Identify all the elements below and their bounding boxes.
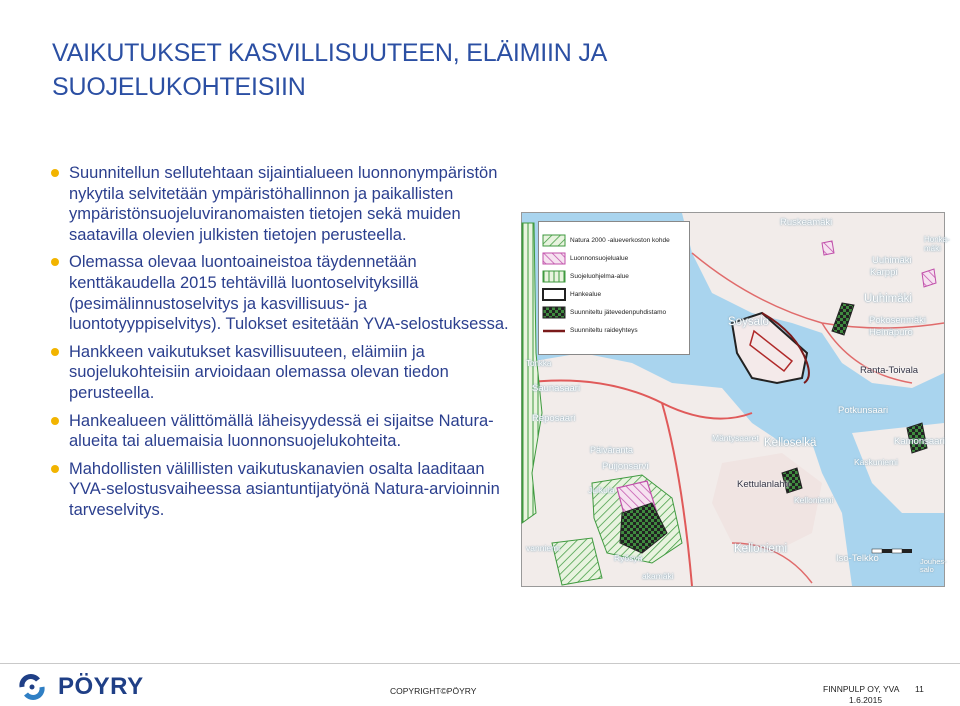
footer-info [823,684,899,706]
legend-item: Hankealue [543,288,689,302]
map-label: Honka-mäki [924,235,950,253]
project-area-map [521,212,950,587]
copyright-text: COPYRIGHT©PÖYRY [390,686,477,696]
bullet-item: Hankkeen vaikutukset kasvillisuuteen, eläimiin ja suojelukohteisiin arvioidaan olemassa olevan tiedon perusteella. [50,342,510,404]
slide-title-line1: VAIKUTUKSET KASVILLISUUTEEN, ELÄIMIIN JA [52,39,608,67]
map-label: Mäntysaaret [712,433,759,443]
footer-date: 1.6.2015 [849,695,883,705]
legend-item: Luonnonsuojelualue [543,252,689,266]
bullet-item: Hankealueen välittömällä läheisyydessä ei sijaitse Natura-alueita tai aluemaisia luonnonsuojelukohteita. [50,411,510,452]
map-label: Uuhimäki [872,255,912,266]
bullet-item: Olemassa olevaa luontoaineistoa täydennetään kenttäkaudella 2015 tehtävillä luontoselvityksillä (pesimälinnustoselvitys ja kasvillisuus- ja luontotyyppiselvitys). Tulokset esitetään YVA-selostuksessa. [50,252,510,334]
map-label: Ryösyä [614,553,643,563]
bullet-dot-icon [51,169,59,177]
legend-item: Natura 2000 -alueverkoston kohde [543,234,689,248]
map-label: Saunasaari [532,383,581,394]
map-label: Kaskuniemi [854,457,898,467]
map-label: Kettulanlahti [737,479,790,490]
map-label: vanniemi [526,543,561,553]
legend-item: Suojeluohjelma-alue [543,270,689,284]
map-label: Iso-Telkkö [836,553,879,564]
map-label: Kelloselkä [764,437,817,449]
map-label: Soysalo [728,316,769,328]
page-number: 11 [915,684,924,694]
bullet-dot-icon [51,465,59,473]
bullet-dot-icon [51,417,59,425]
bullet-list [50,163,510,528]
map-label: Karppi [870,267,898,278]
bullet-dot-icon [51,348,59,356]
legend-item: Suunniteltu jätevedenpuhdistamo [543,306,689,320]
map-label: Reposaari [532,413,576,424]
map-legend [538,221,690,355]
map-label: Kelloniemi [794,495,834,505]
poyry-logo-text: PÖYRY [58,673,144,700]
map-label: Kelloniemi [734,543,788,555]
map-label: Potkunsaari [838,405,889,416]
slide-title [52,36,692,104]
bullet-dot-icon [51,258,59,266]
bullet-item: Suunnitellun sellutehtaan sijaintialueen luonnonympäristön nykytila selvitetään ympäristöhallinnon ja paikallisten ympäristönsuojeluviranomaisten tietojen sekä muiden saatavilla olevien julkisten tietojen perusteella. [50,163,510,245]
map-label: Kamonsaari [894,436,945,447]
bullet-item: Mahdollisten välillisten vaikutuskanavien osalta laaditaan YVA-selostusvaiheessa asiantuntijatyönä Natura-arvioinnin tarveselvitys. [50,459,510,521]
map-label: Ranta-Toivala [860,365,919,376]
map-label: Jouhes-salo [920,557,947,574]
legend-item: Suunniteltu raideyhteys [570,327,638,334]
map-label: Päiväranta [590,445,634,455]
poyry-logo [18,672,144,702]
map-label: Tonkka [526,359,552,368]
map-label: Ruskeamäki [780,217,833,228]
slide-title-line2: SUOJELUKOHTEISIIN [52,73,306,101]
map-label: Pokosenmäki [869,315,927,326]
map-label: Heinäpuro [869,327,913,338]
map-label: Uuhimäki [864,293,912,305]
poyry-logo-icon [18,674,52,700]
footer-divider [0,663,960,664]
map-label: Puijonsarvi [602,461,649,472]
footer-company: FINNPULP OY, YVA [823,684,900,694]
map-label: akamäki [642,571,674,581]
map-label: Julkula [588,485,615,495]
